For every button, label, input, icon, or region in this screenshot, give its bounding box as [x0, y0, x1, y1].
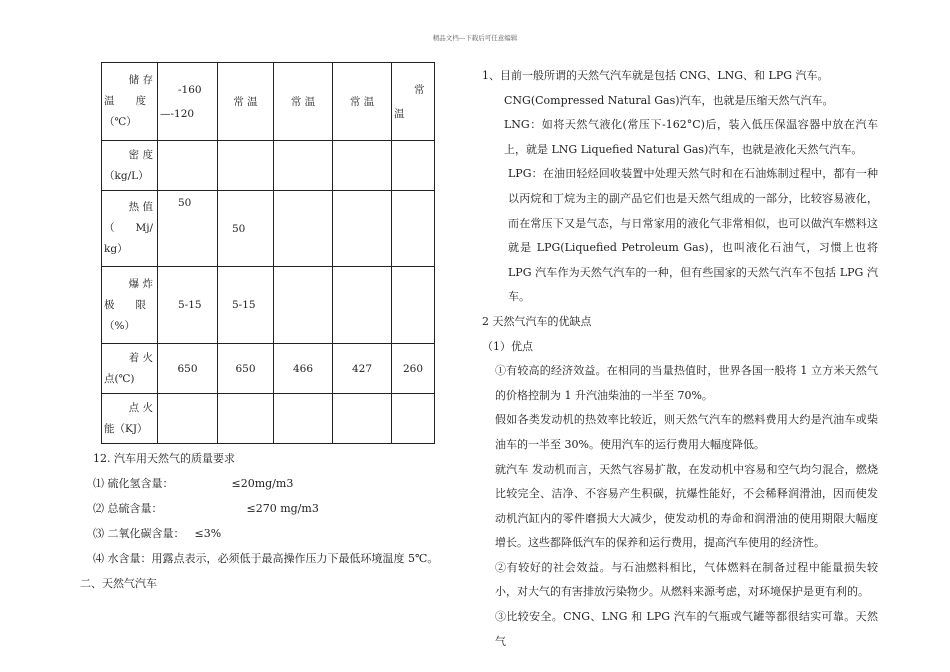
table-cell — [333, 141, 392, 191]
table-cell: 650 — [158, 344, 218, 394]
table-cell: 466 — [274, 344, 333, 394]
table-cell — [274, 267, 333, 344]
page-header: 精品文档---下载后可任意编辑 — [432, 34, 518, 42]
paragraph: ①有较高的经济效益。在相同的当量热值时，世界各国一般将 1 立方米天然气的价格控制为 1 升汽油柴油的一半至 70%。 — [495, 364, 878, 402]
table-row — [102, 191, 435, 267]
row-label-ignition-energy: 点 火 能（KJ） — [102, 394, 158, 444]
quality-requirements — [80, 446, 460, 596]
table-row — [102, 63, 435, 141]
table-cell: 650 — [218, 344, 274, 394]
paragraph: CNG(Compressed Natural Gas)汽车，也就是压缩天然气汽车。 — [504, 93, 834, 107]
table-cell: 50 — [158, 191, 218, 267]
row-label-ignition-point: 着 火 点(℃) — [102, 344, 158, 394]
table-cell — [218, 394, 274, 444]
gas-properties-table — [101, 62, 435, 444]
table-cell — [392, 267, 435, 344]
row-label-density: 密 度 （kg/L） — [102, 141, 158, 191]
table-cell — [274, 394, 333, 444]
table-cell: 5-15 — [218, 267, 274, 344]
natural-gas-vehicle-text — [482, 64, 878, 654]
paragraph: 1、目前一般所谓的天然气汽车就是包括 CNG、LNG、和 LPG 汽车。 — [482, 69, 829, 82]
table-cell — [333, 267, 392, 344]
paragraph: LPG：在油田轻烃回收装置中处理天然气时和在石油炼制过程中，都有一种以丙烷和丁烷为主的副产品它们也是天然气组成的一部分，比较容易液化，而在常压下又是气态，与日常家用的液化气非常相似，也可以做汽车燃料这就是 LPG(Liquefied Petroleum Gas)，也叫液化石油气，习惯上也将 LPG 汽车作为天然气汽车的一种，但有些国家的天然气汽车不包括 LPG 汽车。 — [508, 167, 878, 304]
table-cell — [158, 141, 218, 191]
section-title: 二、天然气汽车 — [80, 577, 157, 590]
paragraph: （1）优点 — [482, 339, 533, 353]
table-cell — [392, 394, 435, 444]
paragraph: ③比较安全。CNG、LNG 和 LPG 汽车的气瓶或气罐等都很结实可靠。天然气 — [495, 610, 878, 648]
paragraph: 假如各类发动机的热效率比较近，则天然气汽车的燃料费用大约是汽油车或柴油车的一半至 30%。使用汽车的运行费用大幅度降低。 — [495, 413, 878, 451]
table-row — [102, 141, 435, 191]
table-cell — [392, 141, 435, 191]
table-cell: 常 温 — [274, 63, 333, 141]
table-cell: 50 — [218, 191, 274, 267]
row-label-storage-temp: 储 存 温 度 （℃） — [102, 63, 158, 141]
table-row — [102, 267, 435, 344]
table-cell — [333, 191, 392, 267]
list-item: ⑵ 总硫含量： ≤270 mg/m3 — [93, 502, 319, 515]
table-row — [102, 344, 435, 394]
section-heading: 12. 汽车用天然气的质量要求 — [93, 452, 235, 465]
table-cell: 260 — [392, 344, 435, 394]
table-cell: 常 温 — [392, 63, 435, 141]
table-cell — [158, 394, 218, 444]
table-cell — [333, 394, 392, 444]
paragraph: 2 天然气汽车的优缺点 — [482, 314, 592, 328]
table-cell — [274, 141, 333, 191]
table-cell: 5-15 — [158, 267, 218, 344]
table-cell — [392, 191, 435, 267]
table-cell: 427 — [333, 344, 392, 394]
paragraph: LNG：如将天然气液化(常压下-162°C)后，装入低压保温容器中放在汽车上，就是 LNG Liquefied Natural Gas)汽车，也就是液化天然气汽车。 — [504, 118, 878, 156]
table-cell — [218, 141, 274, 191]
table-cell: -160 —-120 — [158, 63, 218, 141]
paragraph: ②有较好的社会效益。与石油燃料相比，气体燃料在制备过程中能量损失较小，对大气的有害排放污染物少。从燃料来源考虑，对环境保护是更有利的。 — [495, 560, 878, 599]
row-label-explosion-limit: 爆 炸 极 限 （%） — [102, 267, 158, 344]
table-cell: 常 温 — [333, 63, 392, 141]
table-cell: 常 温 — [218, 63, 274, 141]
row-label-heating-value: 热 值 （ Mj/ kg） — [102, 191, 158, 267]
list-item: ⑴ 硫化氢含量： ≤20mg/m3 — [93, 477, 294, 490]
list-item: ⑷ 水含量：用露点表示，必须低于最高操作压力下最低环境温度 5℃。 — [93, 552, 439, 565]
table-row — [102, 394, 435, 444]
paragraph: 就汽车 发动机而言，天然气容易扩散，在发动机中容易和空气均匀混合，燃烧比较完全、洁净、不容易产生积碳，抗爆性能好，不会稀释润滑油，因而使发动机汽缸内的零件磨损大大减少，使发动机的寿命和润滑油的使用期限大幅度增长。这些都降低汽车的保养和运行费用，提高汽车使用的经济性。 — [495, 462, 878, 550]
table-cell — [274, 191, 333, 267]
list-item: ⑶ 二氧化碳含量： ≤3% — [93, 527, 222, 540]
